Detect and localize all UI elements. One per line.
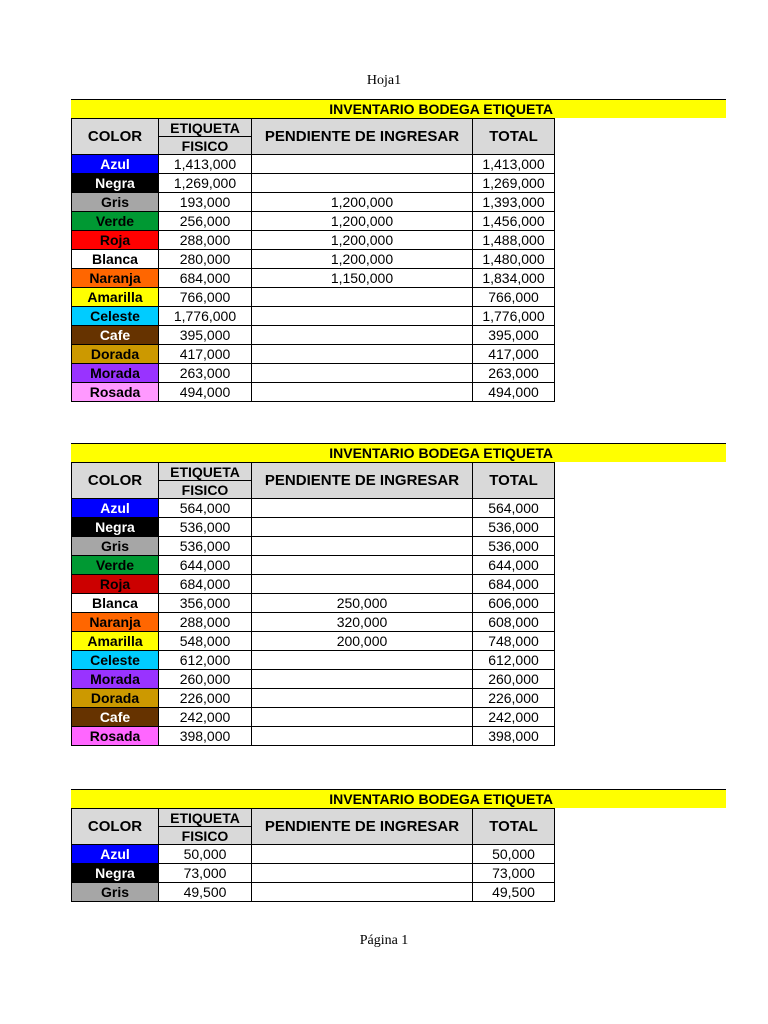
color-swatch-naranja: Naranja — [72, 613, 159, 632]
table-row — [72, 518, 555, 537]
header-fisico: FISICO — [159, 827, 252, 845]
table-row — [72, 670, 555, 689]
color-swatch-azul: Azul — [72, 155, 159, 174]
pendiente-cell: 1,200,000 — [252, 193, 473, 212]
fisico-cell: 256,000 — [159, 212, 252, 231]
header-fisico: FISICO — [159, 481, 252, 499]
total-cell: 398,000 — [473, 727, 555, 746]
fisico-cell: 684,000 — [159, 269, 252, 288]
fisico-cell: 644,000 — [159, 556, 252, 575]
pendiente-cell: 1,200,000 — [252, 212, 473, 231]
color-swatch-verde: Verde — [72, 556, 159, 575]
total-cell: 684,000 — [473, 575, 555, 594]
pendiente-cell: 320,000 — [252, 613, 473, 632]
header-total: TOTAL — [473, 463, 555, 499]
pendiente-cell — [252, 651, 473, 670]
pendiente-cell — [252, 383, 473, 402]
fisico-cell: 766,000 — [159, 288, 252, 307]
table-row — [72, 345, 555, 364]
table-row — [72, 727, 555, 746]
total-cell: 1,393,000 — [473, 193, 555, 212]
color-swatch-gris: Gris — [72, 537, 159, 556]
pendiente-cell — [252, 708, 473, 727]
color-swatch-roja: Roja — [72, 575, 159, 594]
total-cell: 1,480,000 — [473, 250, 555, 269]
fisico-cell: 50,000 — [159, 845, 252, 864]
fisico-cell: 536,000 — [159, 537, 252, 556]
fisico-cell: 226,000 — [159, 689, 252, 708]
color-swatch-negra: Negra — [72, 174, 159, 193]
banner-title — [71, 444, 553, 463]
table-row — [72, 250, 555, 269]
pendiente-cell — [252, 499, 473, 518]
header-etiqueta: ETIQUETA — [159, 463, 252, 481]
fisico-cell: 356,000 — [159, 594, 252, 613]
header-fisico: FISICO — [159, 137, 252, 155]
table-row — [72, 288, 555, 307]
fisico-cell: 684,000 — [159, 575, 252, 594]
table-row — [72, 651, 555, 670]
color-swatch-celeste: Celeste — [72, 307, 159, 326]
total-cell: 1,776,000 — [473, 307, 555, 326]
pendiente-cell: 1,200,000 — [252, 231, 473, 250]
table-row — [72, 212, 555, 231]
banner-title-text: INVENTARIO BODEGA ETIQUETA — [329, 445, 553, 461]
pendiente-cell — [252, 883, 473, 902]
total-cell: 564,000 — [473, 499, 555, 518]
table-row — [72, 845, 555, 864]
color-swatch-morada: Morada — [72, 670, 159, 689]
pendiente-cell: 250,000 — [252, 594, 473, 613]
pendiente-cell — [252, 670, 473, 689]
fisico-cell: 49,500 — [159, 883, 252, 902]
table-row — [72, 155, 555, 174]
color-swatch-negra: Negra — [72, 518, 159, 537]
table-row — [72, 883, 555, 902]
fisico-cell: 242,000 — [159, 708, 252, 727]
pendiente-cell — [252, 689, 473, 708]
table-row — [72, 326, 555, 345]
total-cell: 1,456,000 — [473, 212, 555, 231]
pendiente-cell — [252, 575, 473, 594]
pendiente-cell: 200,000 — [252, 632, 473, 651]
fisico-cell: 193,000 — [159, 193, 252, 212]
total-cell: 608,000 — [473, 613, 555, 632]
pendiente-cell — [252, 556, 473, 575]
table-row — [72, 499, 555, 518]
color-swatch-amarilla: Amarilla — [72, 288, 159, 307]
pendiente-cell — [252, 727, 473, 746]
total-cell: 1,269,000 — [473, 174, 555, 193]
color-swatch-rosada: Rosada — [72, 383, 159, 402]
fisico-cell: 536,000 — [159, 518, 252, 537]
pendiente-cell — [252, 288, 473, 307]
fisico-cell: 612,000 — [159, 651, 252, 670]
banner — [71, 99, 726, 118]
total-cell: 1,413,000 — [473, 155, 555, 174]
total-cell: 242,000 — [473, 708, 555, 727]
fisico-cell: 288,000 — [159, 613, 252, 632]
banner-title — [71, 790, 553, 809]
total-cell: 226,000 — [473, 689, 555, 708]
color-swatch-blanca: Blanca — [72, 594, 159, 613]
pendiente-cell — [252, 155, 473, 174]
fisico-cell: 417,000 — [159, 345, 252, 364]
color-swatch-azul: Azul — [72, 499, 159, 518]
table-row — [72, 537, 555, 556]
color-swatch-rosada: Rosada — [72, 727, 159, 746]
header-etiqueta: ETIQUETA — [159, 119, 252, 137]
table-row — [72, 269, 555, 288]
header-pendiente: PENDIENTE DE INGRESAR — [252, 463, 473, 499]
sheet-title: Hoja1 — [366, 73, 402, 88]
color-swatch-amarilla: Amarilla — [72, 632, 159, 651]
total-cell: 766,000 — [473, 288, 555, 307]
total-cell: 260,000 — [473, 670, 555, 689]
banner — [71, 789, 726, 808]
header-total: TOTAL — [473, 119, 555, 155]
total-cell: 494,000 — [473, 383, 555, 402]
total-cell: 644,000 — [473, 556, 555, 575]
banner-title-text: INVENTARIO BODEGA ETIQUETA — [329, 101, 553, 117]
header-row — [72, 119, 555, 137]
header-pendiente: PENDIENTE DE INGRESAR — [252, 809, 473, 845]
table-row — [72, 174, 555, 193]
total-cell: 417,000 — [473, 345, 555, 364]
color-swatch-verde: Verde — [72, 212, 159, 231]
table-row — [72, 689, 555, 708]
color-swatch-dorada: Dorada — [72, 345, 159, 364]
header-color: COLOR — [72, 809, 159, 845]
total-cell: 748,000 — [473, 632, 555, 651]
header-total: TOTAL — [473, 809, 555, 845]
pendiente-cell — [252, 864, 473, 883]
fisico-cell: 1,776,000 — [159, 307, 252, 326]
pendiente-cell — [252, 345, 473, 364]
header-color: COLOR — [72, 119, 159, 155]
fisico-cell: 263,000 — [159, 364, 252, 383]
pendiente-cell — [252, 174, 473, 193]
pendiente-cell — [252, 326, 473, 345]
color-swatch-blanca: Blanca — [72, 250, 159, 269]
color-swatch-celeste: Celeste — [72, 651, 159, 670]
pendiente-cell: 1,200,000 — [252, 250, 473, 269]
pendiente-cell — [252, 845, 473, 864]
fisico-cell: 280,000 — [159, 250, 252, 269]
fisico-cell: 73,000 — [159, 864, 252, 883]
total-cell: 612,000 — [473, 651, 555, 670]
color-swatch-negra: Negra — [72, 864, 159, 883]
total-cell: 73,000 — [473, 864, 555, 883]
table-row — [72, 364, 555, 383]
total-cell: 395,000 — [473, 326, 555, 345]
table-row — [72, 594, 555, 613]
fisico-cell: 548,000 — [159, 632, 252, 651]
header-etiqueta: ETIQUETA — [159, 809, 252, 827]
color-swatch-morada: Morada — [72, 364, 159, 383]
total-cell: 1,488,000 — [473, 231, 555, 250]
fisico-cell: 494,000 — [159, 383, 252, 402]
color-swatch-gris: Gris — [72, 193, 159, 212]
fisico-cell: 398,000 — [159, 727, 252, 746]
pendiente-cell — [252, 518, 473, 537]
fisico-cell: 564,000 — [159, 499, 252, 518]
table-row — [72, 613, 555, 632]
total-cell: 536,000 — [473, 537, 555, 556]
color-swatch-naranja: Naranja — [72, 269, 159, 288]
color-swatch-azul: Azul — [72, 845, 159, 864]
fisico-cell: 1,413,000 — [159, 155, 252, 174]
header-row — [72, 463, 555, 481]
table-row — [72, 383, 555, 402]
banner-title-text: INVENTARIO BODEGA ETIQUETA — [329, 791, 553, 807]
color-swatch-dorada: Dorada — [72, 689, 159, 708]
color-swatch-roja: Roja — [72, 231, 159, 250]
inventory-grid — [71, 462, 555, 746]
total-cell: 1,834,000 — [473, 269, 555, 288]
pendiente-cell — [252, 307, 473, 326]
color-swatch-cafe: Cafe — [72, 326, 159, 345]
total-cell: 263,000 — [473, 364, 555, 383]
table-row — [72, 231, 555, 250]
inventory-grid — [71, 808, 555, 902]
page-footer: Página 1 — [359, 933, 409, 948]
total-cell: 49,500 — [473, 883, 555, 902]
header-row — [72, 809, 555, 827]
color-swatch-gris: Gris — [72, 883, 159, 902]
header-color: COLOR — [72, 463, 159, 499]
total-cell: 50,000 — [473, 845, 555, 864]
pendiente-cell — [252, 364, 473, 383]
table-row — [72, 864, 555, 883]
total-cell: 606,000 — [473, 594, 555, 613]
table-row — [72, 632, 555, 651]
fisico-cell: 288,000 — [159, 231, 252, 250]
banner-title — [71, 100, 553, 119]
total-cell: 536,000 — [473, 518, 555, 537]
table-row — [72, 575, 555, 594]
table-row — [72, 556, 555, 575]
fisico-cell: 1,269,000 — [159, 174, 252, 193]
header-pendiente: PENDIENTE DE INGRESAR — [252, 119, 473, 155]
inventory-grid — [71, 118, 555, 402]
banner — [71, 443, 726, 462]
fisico-cell: 260,000 — [159, 670, 252, 689]
table-row — [72, 708, 555, 727]
table-row — [72, 193, 555, 212]
table-row — [72, 307, 555, 326]
pendiente-cell — [252, 537, 473, 556]
fisico-cell: 395,000 — [159, 326, 252, 345]
pendiente-cell: 1,150,000 — [252, 269, 473, 288]
color-swatch-cafe: Cafe — [72, 708, 159, 727]
